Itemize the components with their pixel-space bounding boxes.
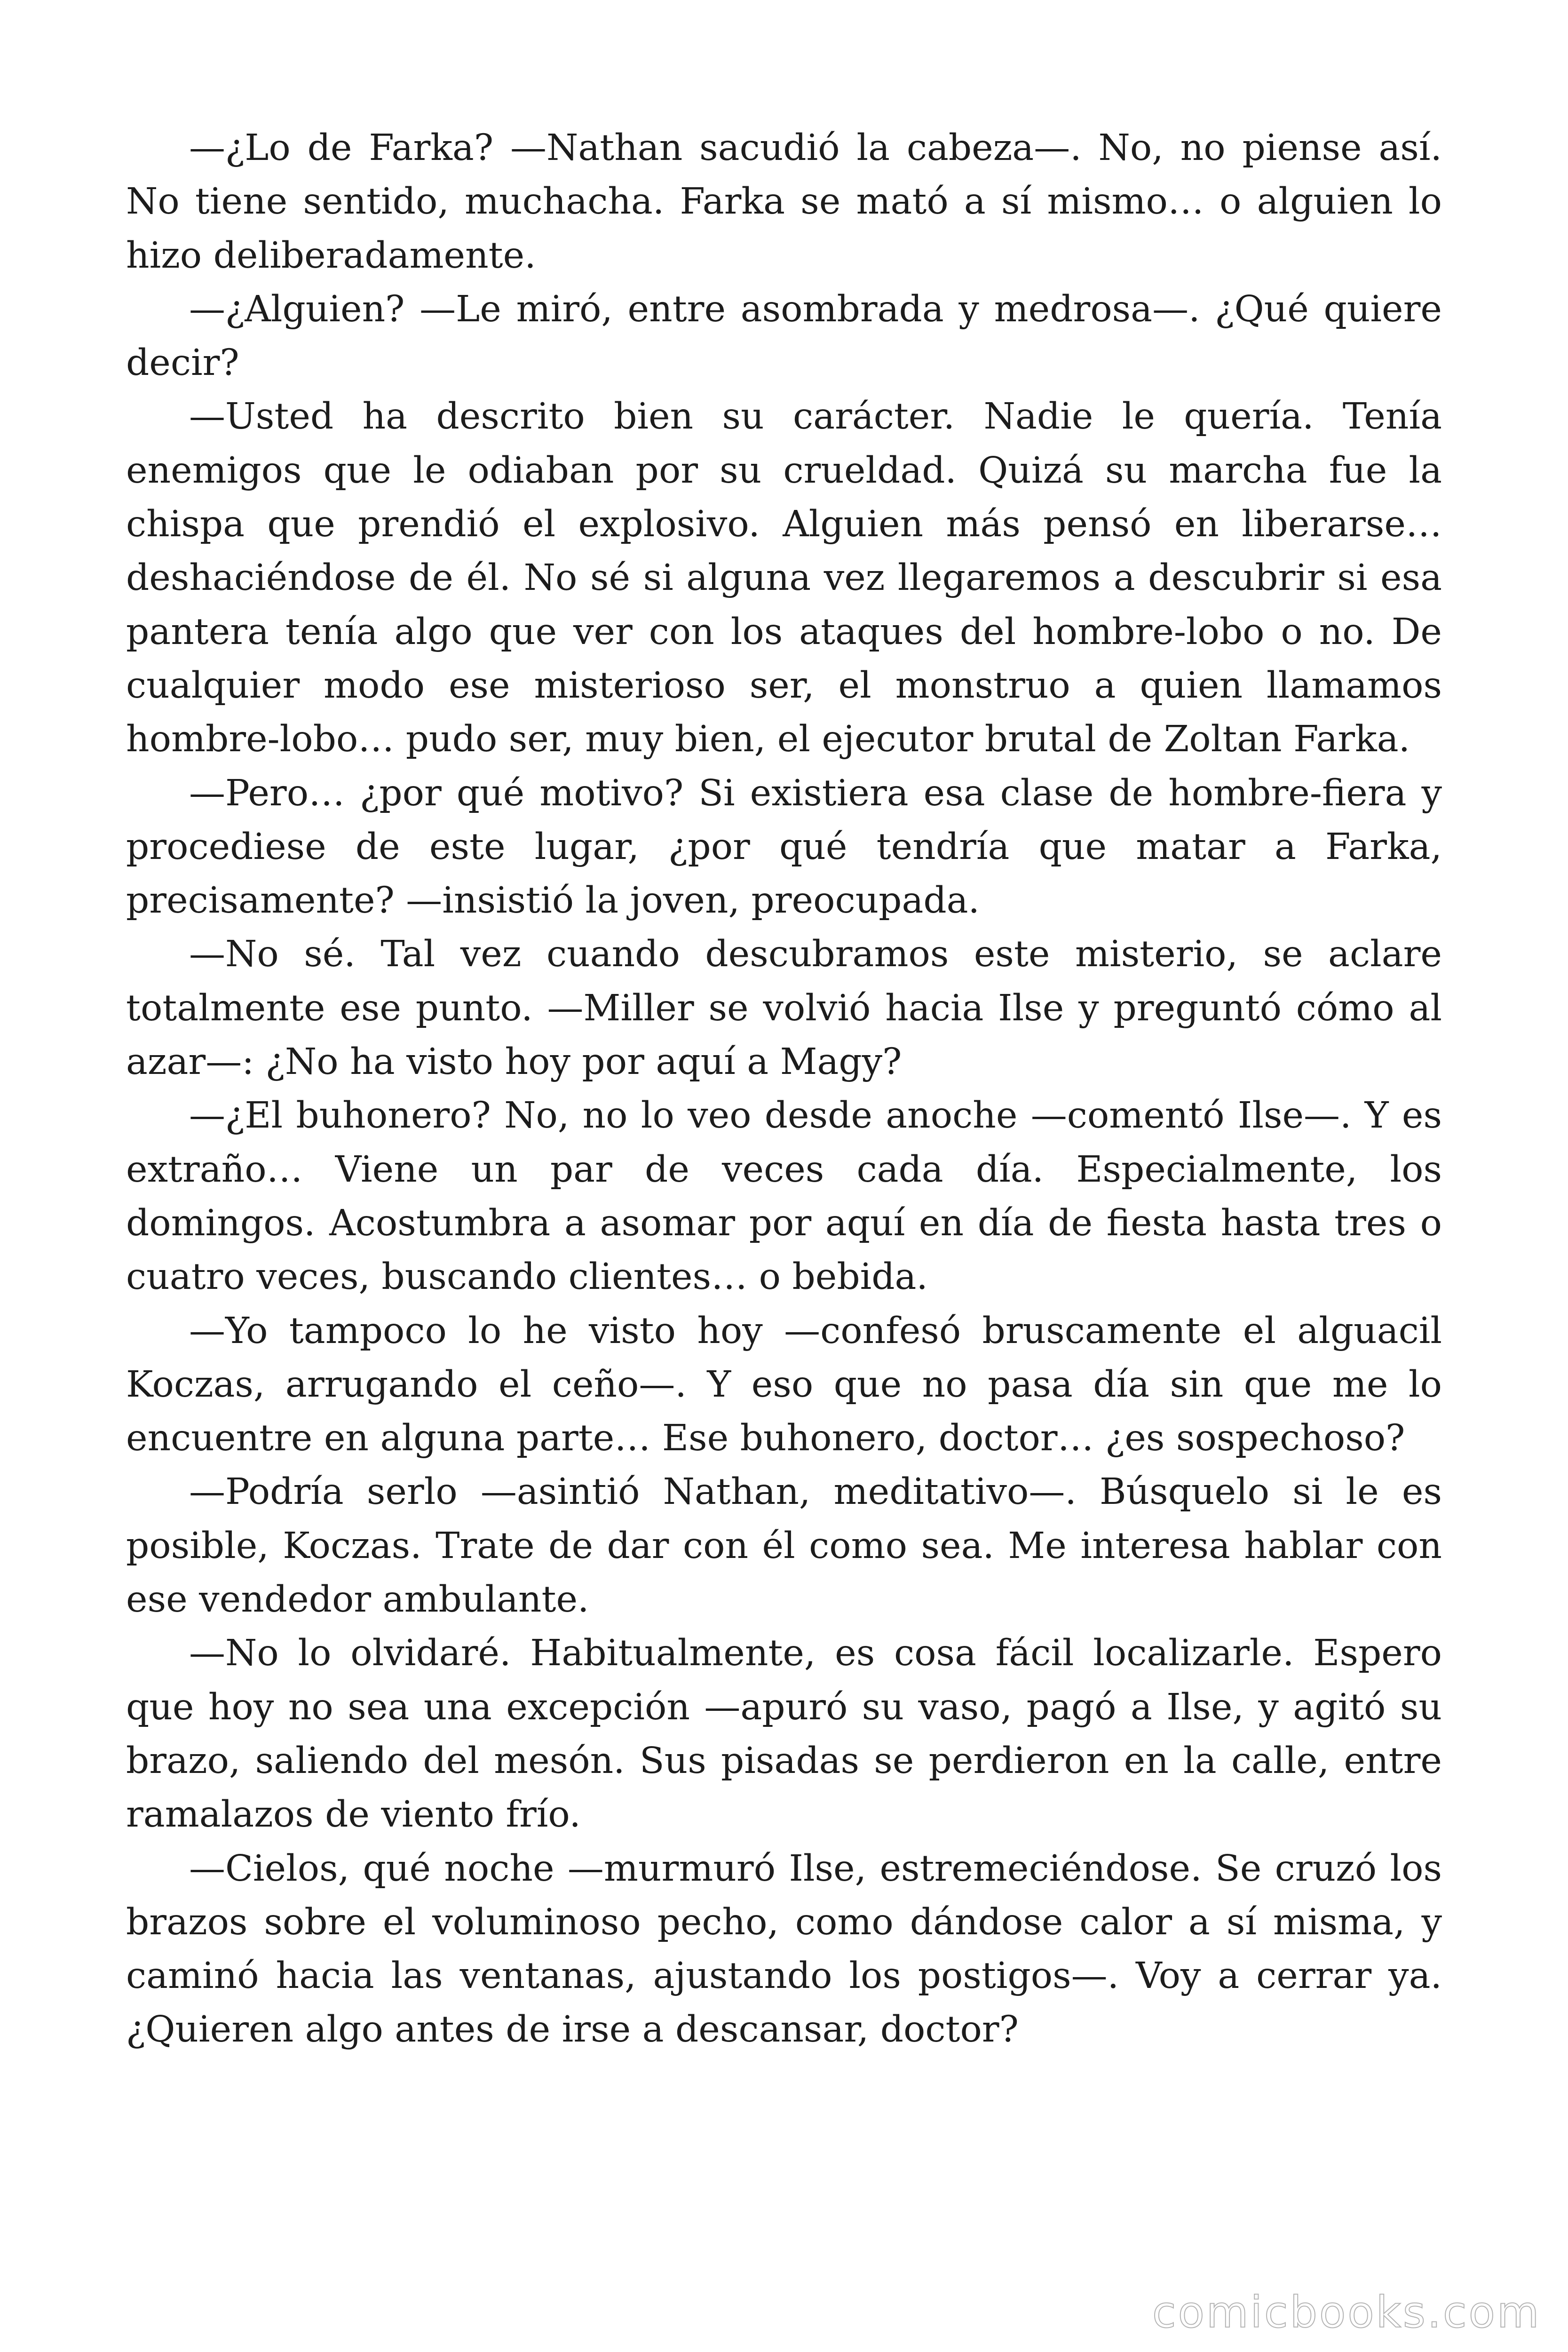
paragraph: —Yo tampoco lo he visto hoy —confesó bruscamente el alguacil Koczas, arrugando el ceño—. Y eso que no pasa día sin que me lo encuentre en alguna parte… Ese buhonero, doctor… ¿es sospechoso? [126, 1310, 1442, 1460]
paragraph: —¿Lo de Farka? —Nathan sacudió la cabeza—. No, no piense así. No tiene sentido, muchacha. Farka se mató a sí mismo… o alguien lo hizo deliberadamente. [126, 127, 1442, 277]
paragraph: —¿Alguien? —Le miró, entre asombrada y medrosa—. ¿Qué quiere decir? [126, 288, 1442, 384]
page-text [126, 121, 1442, 2057]
watermark: comicbooks.com [1152, 2287, 1541, 2337]
paragraph: —No sé. Tal vez cuando descubramos este misterio, se aclare totalmente ese punto. —Miller se volvió hacia Ilse y preguntó cómo al azar—: ¿No ha visto hoy por aquí a Magy? [126, 933, 1442, 1083]
paragraph: —Usted ha descrito bien su carácter. Nadie le quería. Tenía enemigos que le odiaban por su crueldad. Quizá su marcha fue la chispa que prendió el explosivo. Alguien más pensó en liberarse… deshaciéndose de él. No sé si alguna vez llegaremos a descubrir si esa pantera tenía algo que ver con los ataques del hombre-lobo o no. De cualquier modo ese misterioso ser, el monstruo a quien llamamos hombre-lobo… pudo ser, muy bien, el ejecutor brutal de Zoltan Farka. [126, 396, 1442, 761]
paragraph: —Podría serlo —asintió Nathan, meditativo—. Búsquelo si le es posible, Koczas. Trate de dar con él como sea. Me interesa hablar con ese vendedor ambulante. [126, 1471, 1442, 1621]
paragraph: —¿El buhonero? No, no lo veo desde anoche —comentó Ilse—. Y es extraño… Viene un par de veces cada día. Especialmente, los domingos. Acostumbra a asomar por aquí en día de fiesta hasta tres o cuatro veces, buscando clientes… o bebida. [126, 1095, 1442, 1298]
paragraph: —Pero… ¿por qué motivo? Si existiera esa clase de hombre-fiera y procediese de este lugar, ¿por qué tendría que matar a Farka, precisamente? —insistió la joven, preocupada. [126, 772, 1442, 922]
paragraph: —Cielos, qué noche —murmuró Ilse, estremeciéndose. Se cruzó los brazos sobre el voluminoso pecho, como dándose calor a sí misma, y caminó hacia las ventanas, ajustando los postigos—. Voy a cerrar ya. ¿Quieren algo antes de irse a descansar, doctor? [126, 1847, 1442, 2051]
paragraph: —No lo olvidaré. Habitualmente, es cosa fácil localizarle. Espero que hoy no sea una excepción —apuró su vaso, pagó a Ilse, y agitó su brazo, saliendo del mesón. Sus pisadas se perdieron en la calle, entre ramalazos de viento frío. [126, 1632, 1442, 1836]
